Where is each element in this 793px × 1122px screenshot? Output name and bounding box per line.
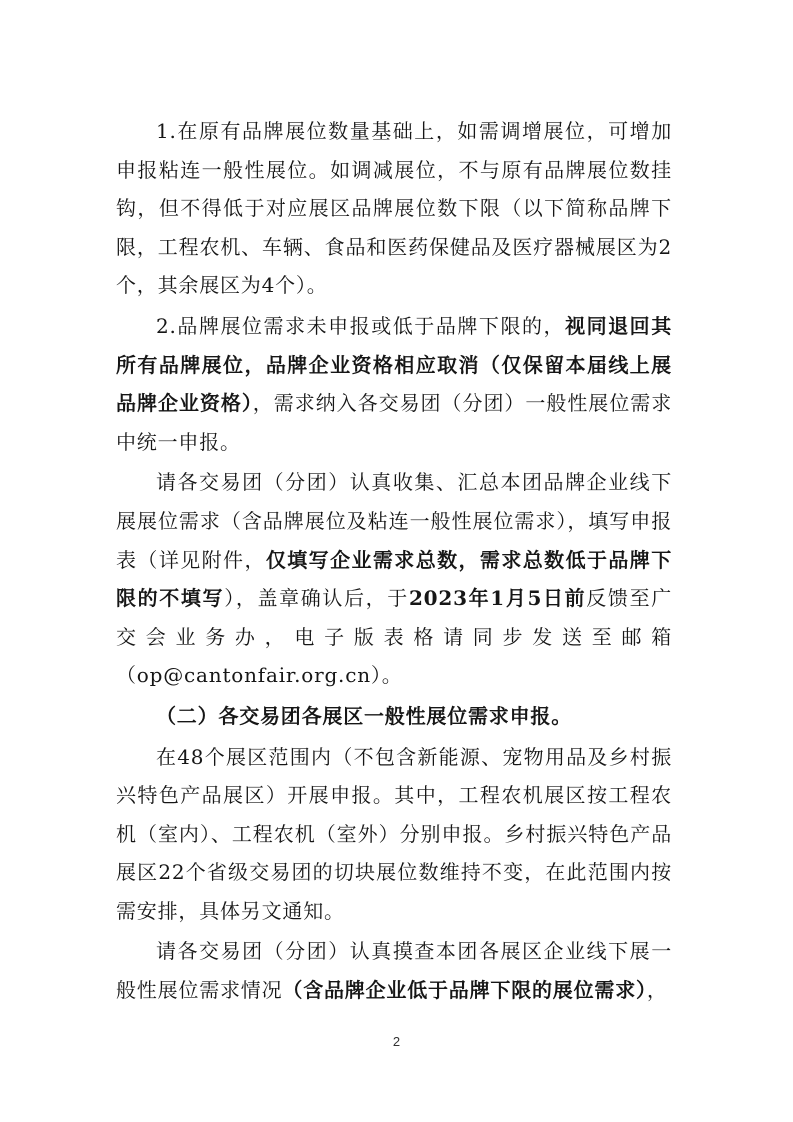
document-body [116,112,672,1010]
paragraph-2-text-a: 2.品牌展位需求未申报或低于品牌下限的， [156,313,566,338]
paragraph-2-text-b: ，需求纳入各交易团（分团）一般性展位需求中统一申报。 [116,391,673,454]
paragraph-3 [116,463,672,695]
paragraph-5-text: 在48个展区范围内（不包含新能源、宠物用品及乡村振兴特色产品展区）开展申报。其中，工程农机展区按工程农机（室内）、工程农机（室外）分别申报。乡村振兴特色产品展区22个省级交易团的切块展位数维持不变，在此范围内按需安排，具体另文通知。 [116,744,672,923]
paragraph-2-bold-text: 视同退回其所有品牌展位，品牌企业资格相应取消（仅保留本届线上展品牌企业资格） [116,313,673,416]
section-heading-text: （二）各交易团各展区一般性展位需求申报。 [156,703,572,728]
paragraph-6 [116,932,672,1009]
paragraph-3-deadline-date: 2023年1月5日前 [408,586,587,611]
paragraph-5 [116,738,672,931]
paragraph-3-text-b: ），盖章确认后，于 [224,586,409,611]
paragraph-6-bold-text: （含品牌企业低于品牌下限的展位需求） [282,978,647,1003]
paragraph-1-text: 1.在原有品牌展位数量基础上，如需调增展位，可增加申报粘连一般性展位。如调减展位，不与原有品牌展位数挂钩，但不得低于对应展区品牌展位数下限（以下简称品牌下限，工程农机、车辆、食品和医药保健品及医疗器械展区为2个，其余展区为4个）。 [116,119,672,298]
paragraph-6-text-b: ， [646,978,668,1003]
paragraph-3-bold-text-a: 仅填写企业需求总数，需求总数低于品牌下限的不填写 [116,547,672,611]
paragraph-6-text-a: 请各交易团（分团）认真摸查本团各展区企业线下展一般性展位需求情况 [116,939,672,1003]
paragraph-3-text-a: 请各交易团（分团）认真收集、汇总本团品牌企业线下展展位需求（含品牌展位及粘连一般性展位需求），填写申报表（详见附件， [116,470,672,572]
page-number: 2 [392,1034,401,1049]
paragraph-3-text-c: 反馈至广交会业务办，电子版表格请同步发送至邮箱（op@cantonfair.org.cn）。 [116,586,673,688]
section-heading [116,697,672,736]
paragraph-1 [116,112,672,305]
paragraph-2 [116,307,672,461]
